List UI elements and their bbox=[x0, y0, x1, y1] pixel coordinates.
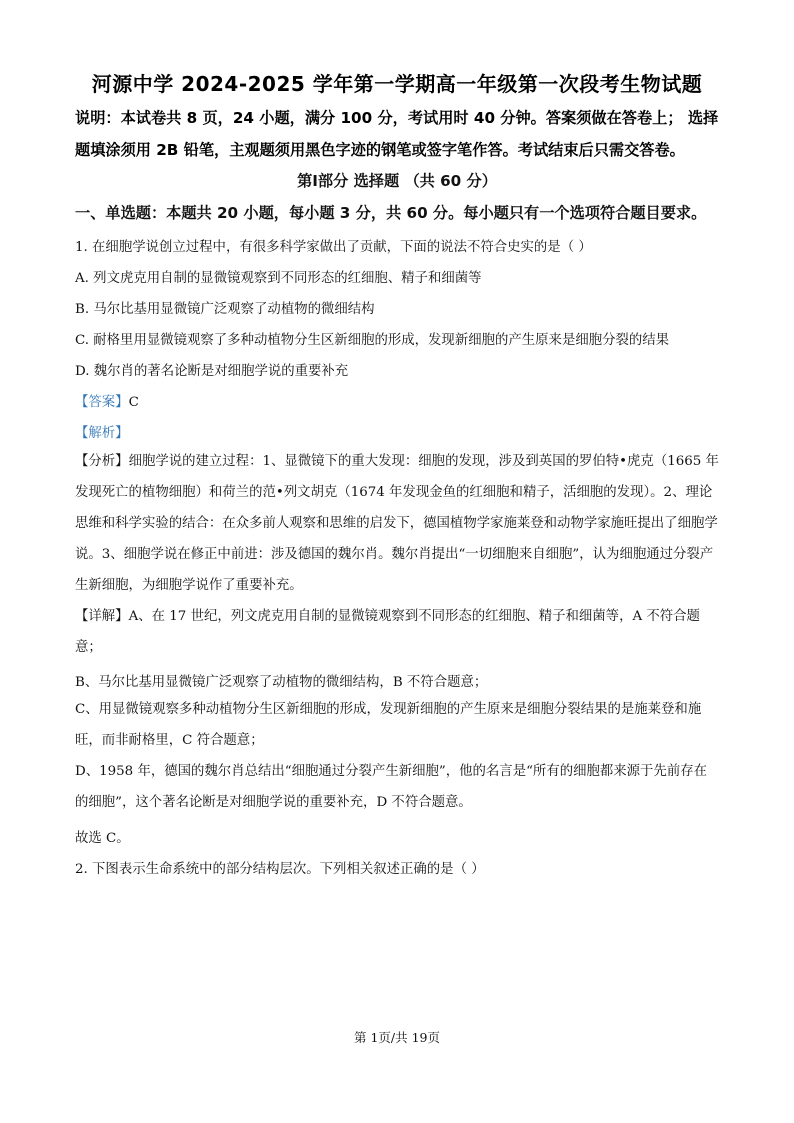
exam-title: 河源中学 2024-2025 学年第一学期高一年级第一次段考生物试题 bbox=[91, 72, 703, 96]
question-1-option-b: B. 马尔比基用显微镜广泛观察了动植物的微细结构 bbox=[75, 302, 375, 317]
detail-paragraph-b: B、马尔比基用显微镜广泛观察了动植物的微细结构，B 不符合题意； bbox=[75, 675, 488, 690]
instructions-line-1: 说明：本试卷共 8 页，24 小题，满分 100 分，考试用时 40 分钟。答案须做在答卷上； 选择 bbox=[75, 109, 719, 127]
page-number: 第 1页/共 19页 bbox=[353, 1030, 441, 1045]
detail-paragraph-a bbox=[75, 601, 720, 663]
fenxi-text: 细胞学说的建立过程：1、显微镜下的重大发现：细胞的发现，涉及到英国的罗伯特•虎克（1665 年发现死亡的植物细胞）和荷兰的范•列文胡克（1674 年发现金鱼的红细胞和精子，活细胞的发现）。2、理论思维和科学实验的结合：在众多前人观察和思维的启发下，德国植物学家施莱登和动物学家施旺提出了细胞学说。3、细胞学说在修正中前进：涉及德国的魏尔肖。魏尔肖提出“一切细胞来自细胞”，认为细胞通过分裂产生新细胞，为细胞学说作了重要补充。 bbox=[75, 454, 719, 593]
answer-value: C bbox=[128, 395, 139, 410]
detail-paragraph-c: C、用显微镜观察多种动植物分生区新细胞的形成，发现新细胞的产生原来是细胞分裂结果的是施莱登和施旺，而非耐格里，C 符合题意； bbox=[75, 702, 702, 748]
question-2-stem: 2. 下图表示生命系统中的部分结构层次。下列相关叙述正确的是（ ） bbox=[75, 862, 485, 877]
answer-tag: 【答案】 bbox=[75, 395, 129, 410]
xiangjie-a: A、在 17 世纪，列文虎克用自制的显微镜观察到不同形态的红细胞、精子和细菌等，A 不符合题意； bbox=[75, 609, 700, 655]
exam-instructions bbox=[75, 102, 725, 166]
conclusion: 故选 C。 bbox=[75, 831, 130, 846]
question-1-option-d: D. 魏尔肖的著名论断是对细胞学说的重要补充 bbox=[75, 364, 349, 379]
xiangjie-tag: 【详解】 bbox=[75, 609, 129, 624]
question-1-option-a: A. 列文虎克用自制的显微镜观察到不同形态的红细胞、精子和细菌等 bbox=[75, 271, 482, 286]
detail-paragraph-d: D、1958 年，德国的魏尔肖总结出“细胞通过分裂产生新细胞”，他的名言是“所有的细胞都来源于先前存在的细胞”，这个著名论断是对细胞学说的重要补充，D 不符合题意。 bbox=[75, 764, 708, 810]
fenxi-tag: 【分析】 bbox=[75, 454, 129, 469]
answer-line bbox=[75, 391, 139, 410]
section-title: 第Ⅰ部分 选择题 （共 60 分） bbox=[297, 172, 497, 190]
question-1-stem: 1. 在细胞学说创立过程中，有很多科学家做出了贡献，下面的说法不符合史实的是（ ） bbox=[75, 240, 592, 255]
analysis-tag: 【解析】 bbox=[75, 426, 129, 441]
part-heading: 一、单选题：本题共 20 小题，每小题 3 分，共 60 分。每小题只有一个选项符合题目要求。 bbox=[75, 204, 707, 222]
analysis-paragraph bbox=[75, 446, 720, 601]
question-1-option-c: C. 耐格里用显微镜观察了多种动植物分生区新细胞的形成，发现新细胞的产生原来是细胞分裂的结果 bbox=[75, 333, 670, 348]
instructions-line-2: 题填涂须用 2B 铅笔，主观题须用黑色字迹的钢笔或签字笔作答。考试结束后只需交答卷。 bbox=[75, 141, 685, 159]
